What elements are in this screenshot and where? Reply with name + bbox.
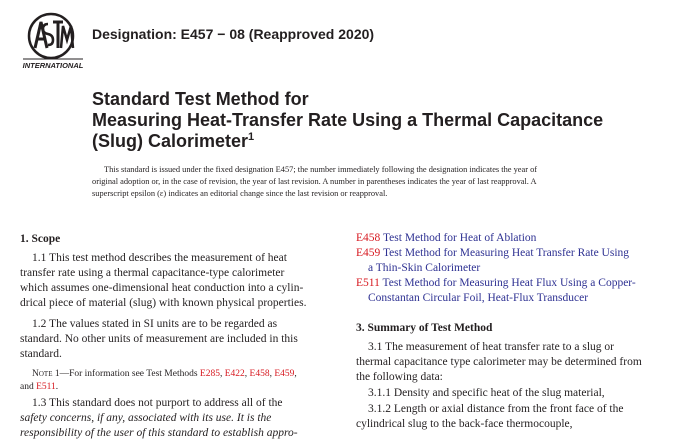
issued-line-1: This standard is issued under the fixed designation E457; the number immediately following the designation indicates the year of [104, 165, 538, 174]
para-1-3-l2: safety concerns, if any, associated with its use. It is the [20, 412, 272, 424]
title-footnote-mark: 1 [248, 131, 255, 143]
right-column [356, 231, 674, 432]
section-1-heading: 1. Scope [20, 233, 61, 245]
issued-line-2: original adoption or, in the case of revision, the year of last revision. A number in parentheses indicates the year of last reapproval. A [92, 177, 537, 186]
note-ref-e285[interactable]: E285 [199, 369, 220, 379]
astm-logo [21, 10, 85, 70]
title-line-3 [92, 131, 603, 152]
para-1-3 [20, 396, 333, 441]
para-1-3-l1: 1.3 This standard does not purport to address all of the [32, 397, 283, 409]
title-line-2: Measuring Heat-Transfer Rate Using a Thermal Capacitance [92, 110, 604, 130]
para-1-2-l3: standard. [20, 348, 62, 360]
para-1-1-l2: transfer rate using a thermal capacitance-type calorimeter [20, 267, 285, 279]
reference-e459: E459 Test Method for Measuring Heat Transfer Rate Using a Thin-Skin Calorimeter [356, 247, 630, 274]
reference-e458: E458 Test Method for Heat of Ablation [356, 232, 537, 244]
title-line-3-text: (Slug) Calorimeter [92, 131, 249, 151]
left-column [20, 232, 333, 441]
para-3-1: 3.1 The measurement of heat transfer rate to a slug or thermal capacitance type calorimeter may be determined from the following data: [356, 341, 642, 383]
para-1-1 [20, 251, 333, 311]
para-1-1-l1: 1.1 This test method describes the measurement of heat [32, 252, 287, 264]
para-1-2 [20, 317, 333, 362]
logo-text: INTERNATIONAL [22, 61, 84, 70]
para-1-1-l4: drical piece of material (slug) with known physical properties. [20, 297, 307, 309]
title-line-1: Standard Test Method for [92, 89, 309, 109]
astm-logo-icon [21, 10, 85, 70]
para-3-1-1: 3.1.1 Density and specific heat of the slug material, [368, 387, 605, 399]
para-1-2-l1: 1.2 The values stated in SI units are to be regarded as [32, 318, 278, 330]
para-3-1-2: 3.1.2 Length or axial distance from the front face of the cylindrical slug to the back-face thermocouple, [356, 403, 624, 430]
section-3-heading: 3. Summary of Test Method [356, 322, 493, 334]
note-ref-e422[interactable]: E422 [224, 369, 245, 379]
para-1-3-l3: responsibility of the user of this standard to establish appro- [20, 427, 298, 439]
ref-code-e511[interactable]: E511 [356, 277, 380, 289]
note-ref-e458[interactable]: E458 [249, 369, 270, 379]
ref-code-e459[interactable]: E459 [356, 247, 381, 259]
document-title [92, 89, 603, 152]
note-1: Note 1—For information see Test Methods E285, E422, E458, E459, and E511. [20, 369, 297, 392]
note-ref-e459[interactable]: E459 [274, 369, 295, 379]
issued-notice [92, 164, 672, 200]
para-1-2-l2: standard. No other units of measurement are included in this [20, 333, 298, 345]
issued-line-3: superscript epsilon (ε) indicates an editorial change since the last revision or reapproval. [92, 189, 388, 198]
designation: Designation: E457 − 08 (Reapproved 2020) [92, 26, 375, 42]
note-ref-e511[interactable]: E511 [36, 382, 56, 392]
note-1-text: —For information see Test Methods [59, 369, 200, 379]
ref-code-e458[interactable]: E458 [356, 232, 381, 244]
para-1-1-l3: which assumes one-dimensional heat conduction into a cylin- [20, 282, 304, 294]
reference-e511: E511 Test Method for Measuring Heat Flux Using a Copper- Constantan Circular Foil, Heat-Flux Transducer [356, 277, 636, 304]
note-1-label: Note 1 [32, 369, 60, 379]
